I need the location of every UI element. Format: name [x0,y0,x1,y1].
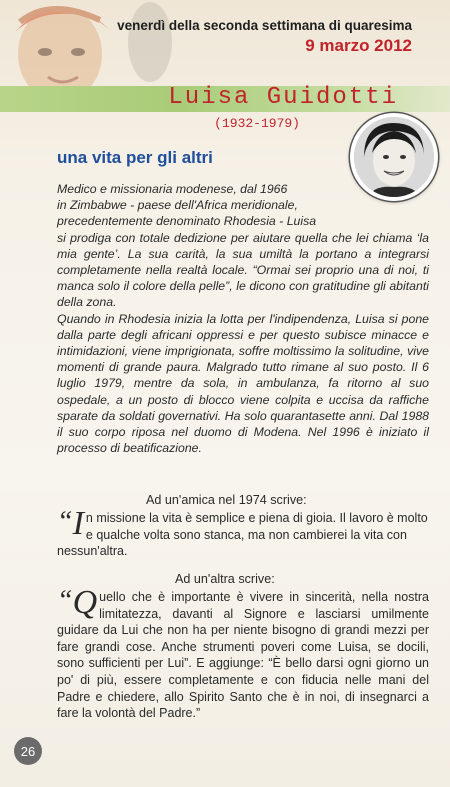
bio-line-3: precedentemente denominato Rhodesia - Luisa [57,214,317,229]
bio-line-2: in Zimbabwe - paese dell'Africa meridionale, [57,198,298,213]
bio-line-1: Medico e missionaria modenese, dal 1966 [57,182,288,196]
quote-2-open-mark: “ [57,585,73,616]
page-number: 26 [14,737,42,765]
quote-2 [57,584,429,722]
person-name: Luisa Guidotti [168,84,398,111]
quote-1-intro: Ad un'amica nel 1974 scrive: [146,493,307,507]
quote-1-text: n missione la vita è semplice e piena di gioia. Il lavoro è molto e qualche volta sono stanca, ma non cambierei la vita con nessun'altra. [57,511,428,559]
liturgical-day: venerdì della seconda settimana di quaresima [117,18,412,33]
person-years: (1932-1979) [214,116,300,131]
quote-2-intro: Ad un'altra scrive: [175,572,275,586]
quote-1-open-mark: “ [57,506,73,537]
quote-1 [57,505,429,560]
quote-2-dropcap: Q [72,584,98,621]
section-subtitle: una vita per gli altri [57,148,213,167]
quote-2-text: uello che è importante è vivere in sincerità, nella nostra limitatezza, davanti al Signore e lasciarsi umilmente guidare da Lui che non ha per niente bisogno di grandi mezzi per fare grandi cose. Anche strumenti poveri come Luisa, se docili, sono sufficienti per Lui”. E aggiunge: “È bello darsi ogni giorno un po' di più, essere completamente e con fiducia nelle mani del Padre e chiedere, allo Spirito Santo che è in noi, di insegnarci a fare la volontà del Padre.” [57,590,429,721]
bio-paragraph-1-rest: si prodiga con totale dedizione per aiutare quella che lei chiama ‘la mia gente’. La sua carità, la sua umiltà la portano a integrarsi completamente nella realtà locale. “Ormai sei proprio una di noi, ti manca solo il colore della pelle”, le dicono con gratitudine gli abitanti della zona. [57,230,429,310]
biography-text [57,181,429,456]
date: 9 marzo 2012 [305,36,412,55]
bio-paragraph-2: Quando in Rhodesia inizia la lotta per l'indipendenza, Luisa si pone dalla parte degli africani oppressi e per questo subisce minacce e intimidazioni, viene imprigionata, soffre moltissimo la solitudine, vive momenti di grande paura. Malgrado tutto rimane al suo posto. Il 6 luglio 1979, mentre da sola, in ambulanza, fa ritorno al suo ospedale, a un posto di blocco viene colpita e uccisa da raffiche sparate da soldati governativi. Ha solo quarantasette anni. Dal 1988 il suo corpo riposa nel duomo di Modena. Nel 1996 è iniziato il processo di beatificazione. [57,311,429,456]
quote-1-dropcap: I [72,505,84,542]
